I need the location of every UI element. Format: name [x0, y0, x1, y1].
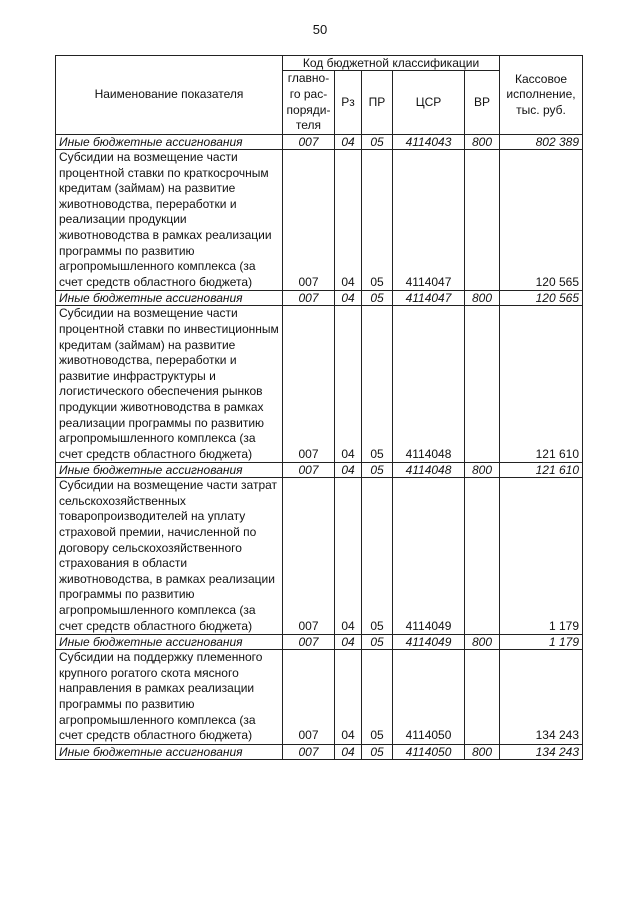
cell-rz: 04	[335, 478, 362, 635]
cell-vr: 800	[465, 635, 500, 650]
table-row-allocation	[56, 463, 583, 478]
table-row-allocation	[56, 635, 583, 650]
cell-name: Иные бюджетные ассигнования	[56, 635, 283, 650]
cell-rz: 04	[335, 650, 362, 745]
cell-rz: 04	[335, 291, 362, 306]
cell-vr	[465, 150, 500, 291]
cell-executed: 134 243	[500, 744, 583, 759]
table-body	[56, 135, 583, 760]
cell-pr: 05	[362, 478, 393, 635]
cell-csr: 4114048	[393, 463, 465, 478]
cell-vr: 800	[465, 135, 500, 150]
header-rz: Рз	[335, 71, 362, 135]
cell-csr: 4114043	[393, 135, 465, 150]
cell-name: Субсидии на возмещение части затрат сельскохозяйственных товаропроизводителей на уплату страховой премии, начисленной по договору сельскохозяйственного страхования в области животноводства, в рамках реализации программы по развитию агропромышленного комплекса (за счет средств областного бюджета)	[56, 478, 283, 635]
cell-pr: 05	[362, 744, 393, 759]
header-csr: ЦСР	[393, 71, 465, 135]
cell-executed: 120 565	[500, 150, 583, 291]
header-executed: Кассовое исполнение, тыс. руб.	[500, 56, 583, 135]
cell-csr: 4114047	[393, 291, 465, 306]
cell-main-manager: 007	[283, 650, 335, 745]
cell-rz: 04	[335, 744, 362, 759]
cell-name: Субсидии на возмещение части процентной ставки по инвестиционным кредитам (займам) на развитие животноводства, переработки и развитие инфраструктуры и логистического обеспечения рынков продукции животноводства в рамках реализации программы по развитию агропромышленного комплекса (за счет средств областного бюджета)	[56, 306, 283, 463]
cell-main-manager: 007	[283, 744, 335, 759]
header-name: Наименование показателя	[56, 56, 283, 135]
header-pr: ПР	[362, 71, 393, 135]
cell-main-manager: 007	[283, 291, 335, 306]
table-row-subsidy	[56, 306, 583, 463]
cell-rz: 04	[335, 150, 362, 291]
cell-main-manager: 007	[283, 478, 335, 635]
cell-vr	[465, 478, 500, 635]
cell-executed: 121 610	[500, 463, 583, 478]
cell-main-manager: 007	[283, 135, 335, 150]
cell-executed: 1 179	[500, 635, 583, 650]
cell-vr	[465, 306, 500, 463]
table-row-allocation	[56, 744, 583, 759]
cell-csr: 4114047	[393, 150, 465, 291]
cell-executed: 121 610	[500, 306, 583, 463]
cell-main-manager: 007	[283, 150, 335, 291]
cell-pr: 05	[362, 291, 393, 306]
table-row-subsidy	[56, 650, 583, 745]
cell-name: Иные бюджетные ассигнования	[56, 291, 283, 306]
header-main-manager: главно-го рас-поряди-теля	[283, 71, 335, 135]
cell-main-manager: 007	[283, 463, 335, 478]
cell-rz: 04	[335, 306, 362, 463]
cell-name: Субсидии на возмещение части процентной ставки по краткосрочным кредитам (займам) на развитие животноводства, переработки и реализации продукции животноводства в рамках реализации программы по развитию агропромышленного комплекса (за счет средств областного бюджета)	[56, 150, 283, 291]
cell-pr: 05	[362, 650, 393, 745]
cell-vr: 800	[465, 463, 500, 478]
budget-table	[55, 55, 583, 760]
header-code-group: Код бюджетной классификации	[283, 56, 500, 71]
cell-pr: 05	[362, 306, 393, 463]
cell-csr: 4114048	[393, 306, 465, 463]
cell-name: Иные бюджетные ассигнования	[56, 744, 283, 759]
cell-vr: 800	[465, 291, 500, 306]
cell-executed: 120 565	[500, 291, 583, 306]
cell-csr: 4114050	[393, 744, 465, 759]
table-row-allocation	[56, 135, 583, 150]
cell-name: Иные бюджетные ассигнования	[56, 135, 283, 150]
cell-main-manager: 007	[283, 635, 335, 650]
header-vr: ВР	[465, 71, 500, 135]
table-row-subsidy	[56, 478, 583, 635]
table-row-allocation	[56, 291, 583, 306]
cell-pr: 05	[362, 463, 393, 478]
page-number: 50	[312, 22, 328, 37]
cell-csr: 4114049	[393, 478, 465, 635]
cell-vr	[465, 650, 500, 745]
cell-rz: 04	[335, 635, 362, 650]
cell-csr: 4114050	[393, 650, 465, 745]
table-row-subsidy	[56, 150, 583, 291]
cell-executed: 134 243	[500, 650, 583, 745]
cell-executed: 1 179	[500, 478, 583, 635]
cell-csr: 4114049	[393, 635, 465, 650]
cell-main-manager: 007	[283, 306, 335, 463]
table-header	[56, 56, 583, 135]
cell-executed: 802 389	[500, 135, 583, 150]
cell-pr: 05	[362, 135, 393, 150]
cell-name: Субсидии на поддержку племенного крупного рогатого скота мясного направления в рамках реализации программы по развитию агропромышленного комплекса (за счет средств областного бюджета)	[56, 650, 283, 745]
cell-name: Иные бюджетные ассигнования	[56, 463, 283, 478]
cell-rz: 04	[335, 135, 362, 150]
cell-rz: 04	[335, 463, 362, 478]
cell-pr: 05	[362, 635, 393, 650]
cell-pr: 05	[362, 150, 393, 291]
cell-vr: 800	[465, 744, 500, 759]
